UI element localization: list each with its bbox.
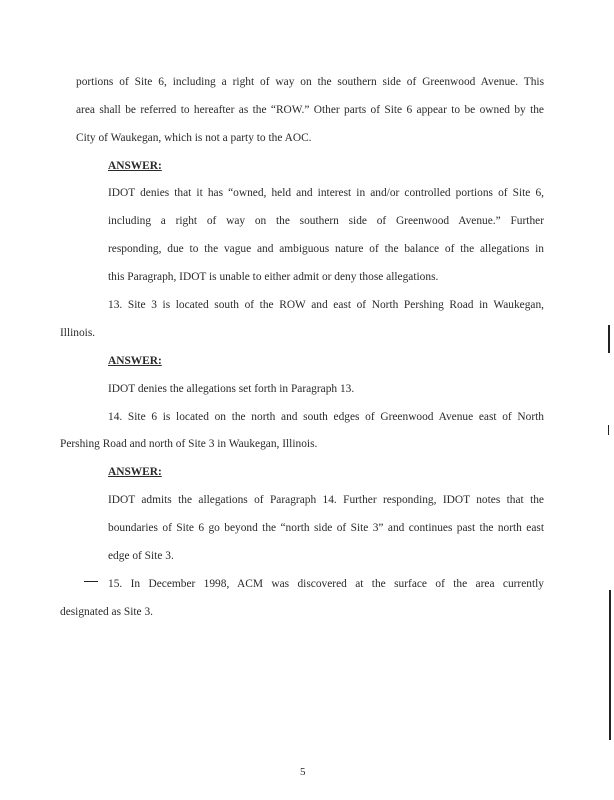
- scan-artifact: [84, 581, 98, 582]
- scan-artifact: [608, 425, 609, 435]
- paragraph-line: boundaries of Site 6 go beyond the “north side of Site 3” and continues past the north east: [108, 522, 544, 534]
- paragraph-line: edge of Site 3.: [108, 550, 174, 562]
- paragraph-line: this Paragraph, IDOT is unable to either admit or deny those allegations.: [108, 271, 439, 283]
- paragraph-line: IDOT denies the allegations set forth in Paragraph 13.: [108, 383, 355, 395]
- paragraph-line: portions of Site 6, including a right of way on the southern side of Greenwood Avenue. This: [76, 76, 544, 88]
- answer-heading: ANSWER:: [108, 355, 162, 367]
- paragraph-line: IDOT admits the allegations of Paragraph 14. Further responding, IDOT notes that the: [108, 494, 544, 506]
- scan-artifact: [608, 325, 610, 353]
- paragraph-line: responding, due to the vague and ambiguous nature of the balance of the allegations in: [108, 243, 544, 255]
- numbered-paragraph-14: 14. Site 6 is located on the north and south edges of Greenwood Avenue east of North: [108, 411, 544, 423]
- paragraph-line: Pershing Road and north of Site 3 in Waukegan, Illinois.: [60, 438, 318, 450]
- scan-artifact: [609, 590, 611, 740]
- paragraph-line: City of Waukegan, which is not a party to the AOC.: [76, 132, 312, 144]
- numbered-paragraph-15: 15. In December 1998, ACM was discovered at the surface of the area currently: [108, 578, 544, 590]
- paragraph-line: area shall be referred to hereafter as the “ROW.” Other parts of Site 6 appear to be owned by the: [76, 104, 544, 116]
- answer-heading: ANSWER:: [108, 160, 162, 172]
- numbered-paragraph-13: 13. Site 3 is located south of the ROW and east of North Pershing Road in Waukegan,: [108, 299, 544, 311]
- paragraph-line: including a right of way on the southern side of Greenwood Avenue.” Further: [108, 215, 544, 227]
- paragraph-line: IDOT denies that it has “owned, held and interest in and/or controlled portions of Site 6,: [108, 187, 544, 199]
- page-number: 5: [300, 766, 306, 778]
- paragraph-line: designated as Site 3.: [60, 606, 154, 618]
- answer-heading: ANSWER:: [108, 466, 162, 478]
- paragraph-line: Illinois.: [60, 327, 96, 339]
